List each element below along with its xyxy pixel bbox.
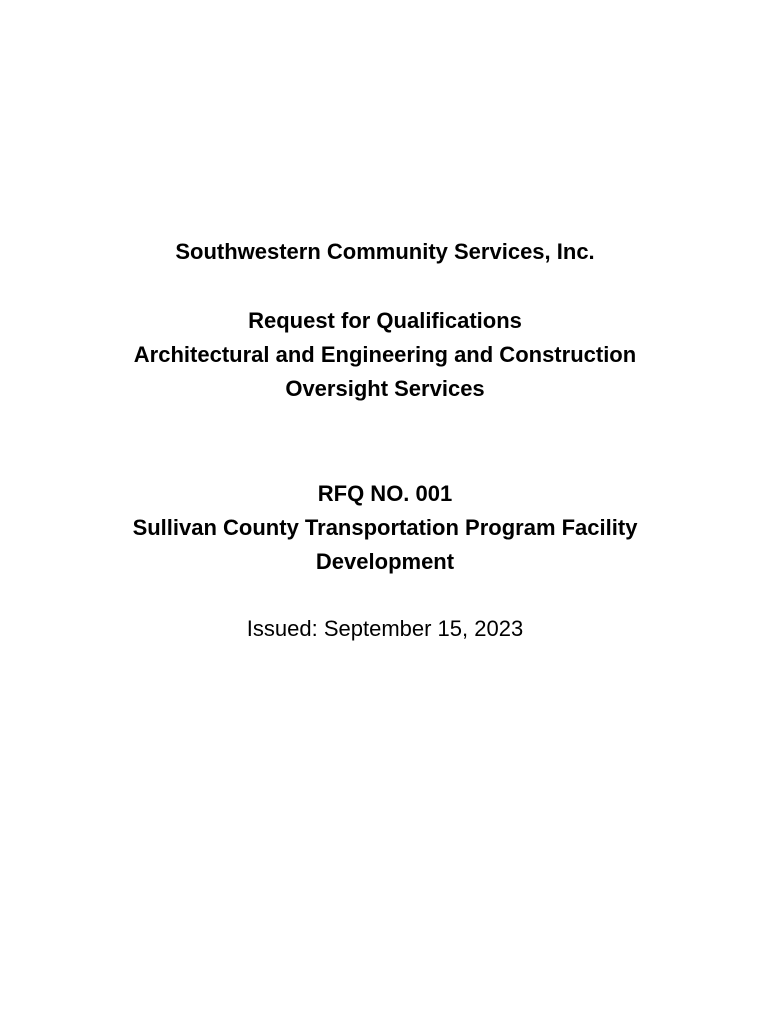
project-title-line: Sullivan County Transportation Program Facility (132, 515, 638, 540)
rfq-title-line: Architectural and Engineering and Construction (133, 342, 637, 367)
rfq-title-line: Oversight Services (285, 376, 485, 401)
issued-date: Issued: September 15, 2023 (246, 616, 524, 641)
rfq-number: RFQ NO. 001 (317, 481, 453, 506)
rfq-title-line: Request for Qualifications (248, 308, 522, 333)
project-title-line: Development (315, 549, 455, 574)
organization-name: Southwestern Community Services, Inc. (175, 239, 595, 264)
